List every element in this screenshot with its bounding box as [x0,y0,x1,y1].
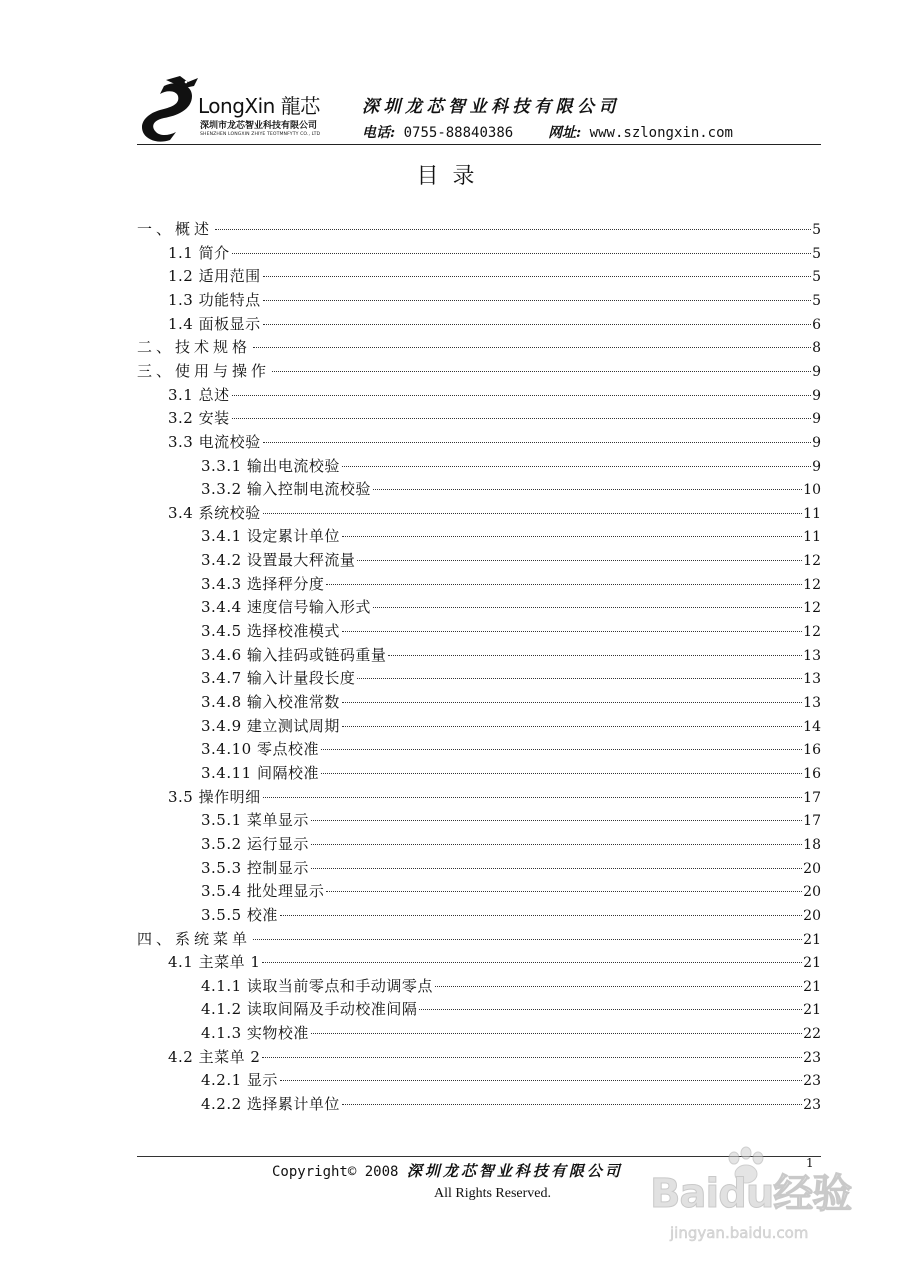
toc-entry[interactable] [168,502,821,524]
toc-entry-title: 3.3.2 输入控制电流校验 [201,480,371,499]
toc-entry[interactable] [168,1046,821,1068]
toc-dot-leader [263,442,811,443]
toc-dot-leader [262,962,802,963]
toc-dot-leader [232,395,811,396]
toc-entry-title: 3.4 系统校验 [168,503,261,522]
toc-entry[interactable] [168,431,821,453]
toc-entry-title: 1.3 功能特点 [168,290,261,309]
toc-entry-page: 17 [803,813,821,830]
toc-entry-page: 9 [812,411,821,428]
toc-entry-page: 22 [803,1026,821,1043]
toc-dot-leader [263,513,803,514]
toc-entry-title: 3.4.4 速度信号输入形式 [201,598,371,617]
toc-entry-page: 21 [803,978,821,995]
footer-company-name: 深圳龙芯智业科技有限公司 [406,1162,623,1180]
toc-entry-page: 21 [803,955,821,972]
toc-entry[interactable] [201,525,821,547]
toc-entry-title: 3.5.1 菜单显示 [201,811,309,830]
toc-entry[interactable] [201,596,821,618]
toc-entry-title: 三、使用与操作 [137,361,271,380]
toc-entry-page: 5 [812,222,821,238]
baidu-jingyan-watermark [640,1146,860,1266]
toc-entry-title: 1.4 面板显示 [168,314,261,333]
toc-entry[interactable] [168,384,821,406]
website-label: 网址: [548,125,582,141]
toc-dot-leader [357,678,802,679]
toc-entry[interactable] [168,786,821,808]
toc-entry[interactable] [201,644,821,666]
toc-entry-title: 4.1.1 读取当前零点和手动调零点 [201,976,433,995]
toc-dot-leader [342,1104,802,1105]
toc-entry[interactable] [201,975,821,997]
toc-entry-page: 23 [803,1073,821,1090]
toc-dot-leader [357,560,802,561]
toc-dot-leader [342,466,811,467]
toc-entry-page: 18 [803,836,821,853]
toc-dot-leader [272,371,811,372]
toc-entry-title: 1.1 简介 [168,243,230,262]
phone-label: 电话: [362,125,396,141]
toc-entry-title: 3.4.9 建立测试周期 [201,716,340,735]
toc-entry-title: 3.4.1 设定累计单位 [201,527,340,546]
toc-dot-leader [342,536,802,537]
toc-dot-leader [232,253,811,254]
toc-entry-page: 20 [803,907,821,924]
toc-entry[interactable] [201,1022,821,1044]
toc-entry[interactable] [168,242,821,264]
watermark-url: jingyan.baidu.com [670,1224,809,1242]
toc-entry-page: 9 [812,387,821,404]
toc-entry[interactable] [168,951,821,973]
toc-dot-leader [232,418,811,419]
toc-entry-title: 3.5.4 批处理显示 [201,882,325,901]
toc-entry-page: 13 [803,671,821,688]
toc-entry-title: 二、技术规格 [137,338,252,357]
toc-entry-page: 9 [812,434,821,451]
toc-dot-leader [342,631,802,632]
phone-number: 0755-88840386 [403,125,514,141]
toc-entry-page: 6 [812,316,821,333]
toc-entry-title: 3.5.2 运行显示 [201,834,309,853]
toc-entry-title: 4.2.1 显示 [201,1071,278,1090]
toc-dot-leader [326,891,802,892]
copyright-text: Copyright© 2008 [272,1164,399,1180]
toc-entry-page: 9 [812,363,821,380]
toc-dot-leader [321,773,802,774]
toc-dot-leader [435,986,802,987]
toc-entry[interactable] [201,478,821,500]
toc-entry-title: 4.2.2 选择累计单位 [201,1095,340,1114]
toc-entry[interactable] [201,762,821,784]
toc-entry[interactable] [201,998,821,1020]
toc-dot-leader [311,868,802,869]
toc-entry-page: 12 [803,576,821,593]
toc-entry[interactable] [137,336,821,358]
toc-entry[interactable] [137,928,821,950]
toc-entry-page: 8 [812,340,821,357]
toc-entry-page: 9 [812,458,821,475]
toc-dot-leader [253,347,811,348]
toc-dot-leader [280,915,802,916]
toc-entry-title: 3.2 安装 [168,409,230,428]
toc-entry[interactable] [201,667,821,689]
toc-entry-page: 17 [803,789,821,806]
footer-rights: All Rights Reserved. [433,1186,552,1201]
toc-entry-page: 13 [803,695,821,711]
toc-entry-title: 4.1.3 实物校准 [201,1024,309,1043]
toc-entry-title: 3.5.3 控制显示 [201,858,309,877]
toc-entry[interactable] [201,833,821,855]
toc-dot-leader [280,1080,802,1081]
toc-entry-page: 20 [803,884,821,901]
toc-entry[interactable] [201,738,821,760]
toc-dot-leader [342,702,802,703]
header-company-name: 深圳龙芯智业科技有限公司 [362,97,620,117]
toc-entry[interactable] [201,809,821,831]
logo-subtitle-cn: 深圳市龙芯智业科技有限公司 [200,121,318,131]
toc-entry-page: 11 [803,529,821,546]
toc-entry-title: 3.3.1 输出电流校验 [201,456,340,475]
toc-dot-leader [373,489,802,490]
toc-dot-leader [311,844,802,845]
toc-entry-page: 12 [803,624,821,641]
toc-dot-leader [321,749,802,750]
page-title: 目录 [416,164,489,189]
toc-entry[interactable] [201,715,821,737]
toc-entry[interactable] [201,620,821,642]
logo-brand-text: LongXin 龍芯 [198,94,320,118]
toc-entry-title: 3.4.3 选择秤分度 [201,574,325,593]
toc-entry-page: 23 [803,1097,821,1114]
toc-entry-page: 10 [803,482,821,499]
toc-entry[interactable] [168,265,821,287]
toc-entry-page: 20 [803,860,821,877]
toc-entry-title: 3.4.11 间隔校准 [201,763,319,782]
toc-entry-title: 四、系统菜单 [137,929,252,948]
toc-entry-page: 21 [803,1002,821,1019]
toc-entry-title: 3.4.8 输入校准常数 [201,693,340,711]
toc-entry[interactable] [168,289,821,311]
toc-entry[interactable] [137,360,821,382]
toc-dot-leader [263,300,811,301]
toc-entry[interactable] [168,313,821,335]
toc-entry-title: 4.2 主菜单 2 [168,1047,261,1066]
toc-entry-page: 21 [803,931,821,948]
toc-entry-page: 12 [803,600,821,617]
toc-entry-page: 5 [812,269,821,286]
toc-entry-page: 13 [803,647,821,664]
toc-entry-title: 3.3 电流校验 [168,432,261,451]
toc-entry-page: 16 [803,742,821,759]
toc-dot-leader [263,797,803,798]
toc-dot-leader [215,229,811,230]
toc-entry-title: 3.5.5 校准 [201,905,278,924]
toc-dot-leader [262,1057,802,1058]
toc-entry-page: 11 [803,505,821,522]
toc-entry-title: 3.4.2 设置最大秤流量 [201,551,356,570]
toc-dot-leader [311,820,802,821]
toc-dot-leader [419,1009,802,1010]
toc-entry[interactable] [201,1069,821,1091]
toc-dot-leader [373,607,802,608]
toc-entry-page: 23 [803,1049,821,1066]
toc-entry[interactable] [137,218,821,240]
toc-entry-page: 5 [812,245,821,262]
toc-entry[interactable] [201,455,821,477]
toc-dot-leader [253,939,802,940]
toc-dot-leader [342,726,802,727]
toc-entry-title: 1.2 适用范围 [168,267,261,286]
toc-entry-title: 4.1.2 读取间隔及手动校准间隔 [201,1000,418,1019]
toc-entry[interactable] [201,904,821,926]
footer-copyright [272,1160,623,1181]
toc-entry[interactable] [201,857,821,879]
toc-entry-title: 3.4.7 输入计量段长度 [201,669,356,688]
toc-dot-leader [326,584,802,585]
toc-entry-title: 3.4.5 选择校准模式 [201,622,340,641]
page-number: 1 [806,1156,814,1170]
toc-dot-leader [388,655,802,656]
toc-entry-title: 3.4.6 输入挂码或链码重量 [201,645,387,664]
toc-dot-leader [263,324,811,325]
watermark-logo-text: Baidu经验 [650,1171,852,1217]
toc-entry-page: 16 [803,765,821,782]
toc-dot-leader [311,1033,802,1034]
toc-entry-page: 12 [803,553,821,570]
toc-dot-leader [263,276,811,277]
toc-entry-title: 4.1 主菜单 1 [168,953,261,972]
toc-entry[interactable] [201,1093,821,1115]
toc-entry-title: 3.1 总述 [168,385,230,404]
toc-entry-title: 3.5 操作明细 [168,787,261,806]
toc-entry-title: 一、概述 [137,220,214,238]
toc-entry[interactable] [201,691,821,713]
toc-entry[interactable] [201,880,821,902]
toc-entry[interactable] [168,407,821,429]
logo-subtitle-en: SHENZHEN LONGXIN ZHIYE TEOTMNFYTY CO., LTD [200,132,321,137]
toc-entry-page: 5 [812,292,821,309]
website-link[interactable]: www.szlongxin.com [589,125,733,141]
toc-entry[interactable] [201,549,821,571]
toc-entry[interactable] [201,573,821,595]
toc-entry-title: 3.4.10 零点校准 [201,740,319,759]
toc-entry-page: 14 [803,718,821,735]
